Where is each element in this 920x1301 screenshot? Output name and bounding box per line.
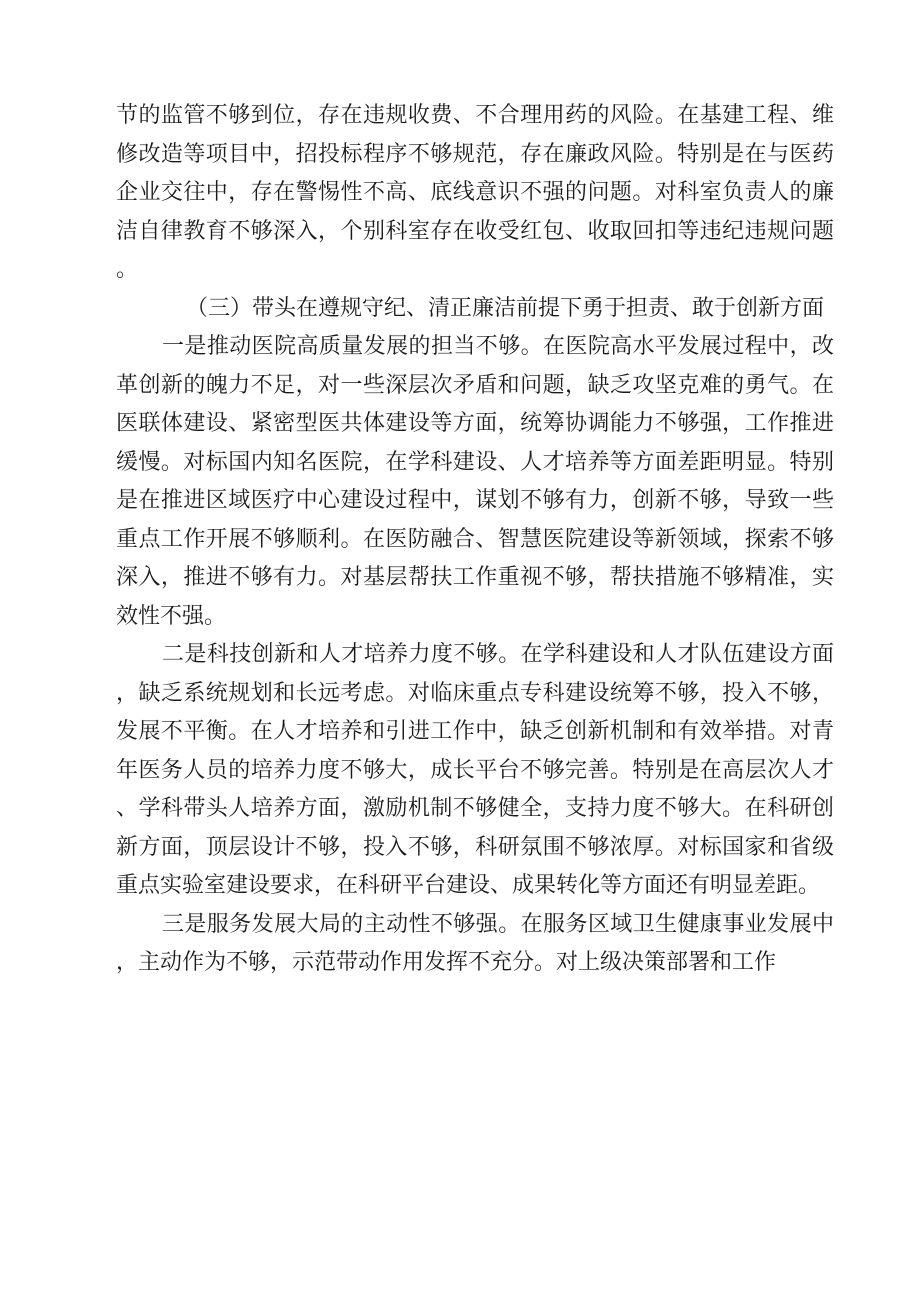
section-heading: （三）带头在遵规守纪、清正廉洁前提下勇于担责、敢于创新方面: [186, 295, 825, 321]
paragraph-point-one: 一是推动医院高质量发展的担当不够。在医院高水平发展过程中，改革创新的魄力不足，对一些深层次矛盾和问题，缺乏攻坚克难的勇气。在医联体建设、紧密型医共体建设等方面，统筹协调能力不够强，工作推进缓慢。对标国内知名医院，在学科建设、人才培养等方面差距明显。特别是在推进区域医疗中心建设过程中，谋划不够有力，创新不够，导致一些重点工作开展不够顺利。在医防融合、智慧医院建设等新领域，探索不够深入，推进不够有力。对基层帮扶工作重视不够，帮扶措施不够精准，实效性不强。: [116, 334, 834, 629]
paragraph-point-two: 二是科技创新和人才培养力度不够。在学科建设和人才队伍建设方面，缺乏系统规划和长远考虑。对临床重点专科建设统筹不够，投入不够，发展不平衡。在人才培养和引进工作中，缺乏创新机制和有效举措。对青年医务人员的培养力度不够大，成长平台不够完善。特别是在高层次人才、学科带头人培养方面，激励机制不够健全，支持力度不够大。在科研创新方面，顶层设计不够，投入不够，科研氛围不够浓厚。对标国家和省级重点实验室建设要求，在科研平台建设、成果转化等方面还有明显差距。: [116, 642, 834, 898]
paragraph-continuation: 节的监管不够到位，存在违规收费、不合理用药的风险。在基建工程、维修改造等项目中，招投标程序不够规范，存在廉政风险。特别是在与医药企业交往中，存在警惕性不高、底线意识不强的问题。对科室负责人的廉洁自律教育不够深入，个别科室存在收受红包、收取回扣等违纪违规问题。: [116, 103, 834, 282]
paragraph-point-three: 三是服务发展大局的主动性不够强。在服务区域卫生健康事业发展中，主动作为不够，示范带动作用发挥不充分。对上级决策部署和工作: [116, 911, 834, 975]
document-body: [116, 97, 834, 983]
